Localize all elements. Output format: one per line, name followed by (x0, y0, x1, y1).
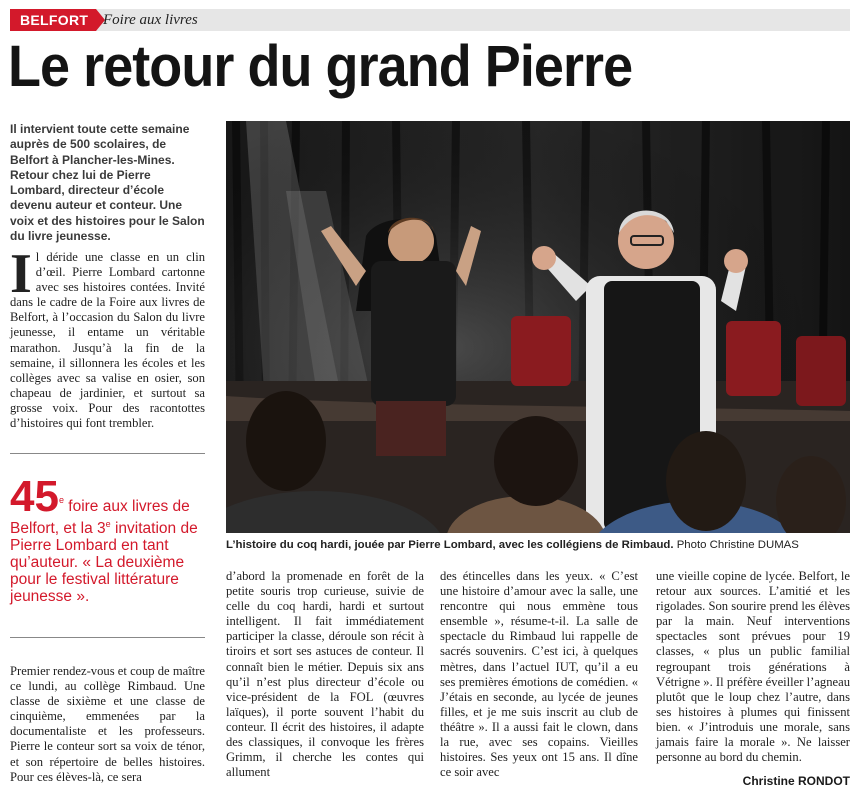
body-column-3: des étincelles dans les yeux. « C’est une histoire d’amour avec la salle, une rencontre qui nous emmène tous ensemble », résume-t-il. La salle de spectacle du Rimbaud lui rappelle de sacrés souvenirs. C’est ici, à quelques mètres, dans l’actuel IUT, qu’il a eu ses premières émotions de comédien. « J’étais en seconde, au lycée de jeunes filles, et je me suis inscrit au club de théâtre ». Il a aussi fait le clown, dans la rue, avec ses copains. Vieilles histoires. Ses yeux ont 15 ans. Il dîne ce soir avec (440, 569, 638, 780)
author-signature: Christine RONDOT (742, 774, 850, 788)
drop-cap: I (10, 243, 32, 305)
lead-paragraph (10, 243, 205, 431)
headline: Le retour du grand Pierre (8, 34, 633, 99)
body-column-4: une vieille copine de lycée. Belfort, le retour aux sources. L’amitié et les rigolades. Son sourire prend les élèves par la main. Neuf interventions spectacles sont prévues pour 19 classes, « plus un public familial regroupant trois générations à Vétrigne ». Il préfère éveiller l’agneau plutôt que le loup chez l’autre, dans ses histoires à plumes qui finissent bien. « J’introduis une morale, sans jamais faire la morale ». Ne laisser personne au bord du chemin. (656, 569, 850, 765)
body-column-2: d’abord la promenade en forêt de la petite souris trop curieuse, suivie de celle du coq hardi, hardi et surtout intelligent. Il fait immédiatement participer la classe, déroule son récit à tiroirs et sort ses astuces de conteur. Il connaît bien le métier. Depuis six ans qu’il n’est plus directeur d’école ou vice-président de la FOL (œuvres laïques), il porte souvent l’habit du conteur. Il écrit des histoires, il adapte des classiques, il convoque les frères Grimm, il cherche les contes qui allument (226, 569, 424, 780)
pull-quote: 45e foire aux livres de Belfort, et la 3e invitation de Pierre Lombard en tant qu’auteur. « La deuxième pour le festival littérature jeunesse ». (10, 472, 198, 606)
body-column-1: Premier rendez-vous et coup de maître ce lundi, au collège Rimbaud. Une classe de sixième et une classe de cinquième, emmenées par la documentaliste et les professeurs. Pierre le conteur sort sa voix de ténor, et son répertoire de belles histoires. Pour ces élèves-là, ce sera (10, 664, 205, 784)
lead-text: l déride une classe en un clin d’œil. Pierre Lombard cartonne avec ses histoires contées. Invité dans le cadre de la Foire aux livres de Belfort, à l’occasion du Salon du livre jeunesse, il entame un véritable marathon. Jusqu’à la fin de la semaine, il sillonnera les écoles et les collèges avec sa valise en osier, son chapeau de jardinier, et surtout sa grosse voix. Pour des racontottes d’histoires qui font trembler. (10, 250, 205, 431)
divider-rule (10, 453, 205, 454)
photo-caption (226, 538, 850, 552)
article-photo (226, 121, 850, 533)
storyteller-stage-photo (226, 121, 850, 533)
section-tag: BELFORT (10, 9, 96, 31)
rubric: Foire aux livres (103, 12, 198, 28)
photo-credit: Photo Christine DUMAS (676, 539, 799, 551)
chapo: Il intervient toute cette semaine auprès de 500 scolaires, de Belfort à Plancher-les-Mines. Retour chez lui de Pierre Lombard, directeur d’école devenu auteur et conteur. Une voix et des histoires pour le Salon du livre jeunesse. (10, 122, 205, 244)
caption-text: L’histoire du coq hardi, jouée par Pierre Lombard, avec les collégiens de Rimbaud. (226, 539, 674, 551)
pull-quote-number: 45 (10, 472, 59, 521)
divider-rule (10, 637, 205, 638)
